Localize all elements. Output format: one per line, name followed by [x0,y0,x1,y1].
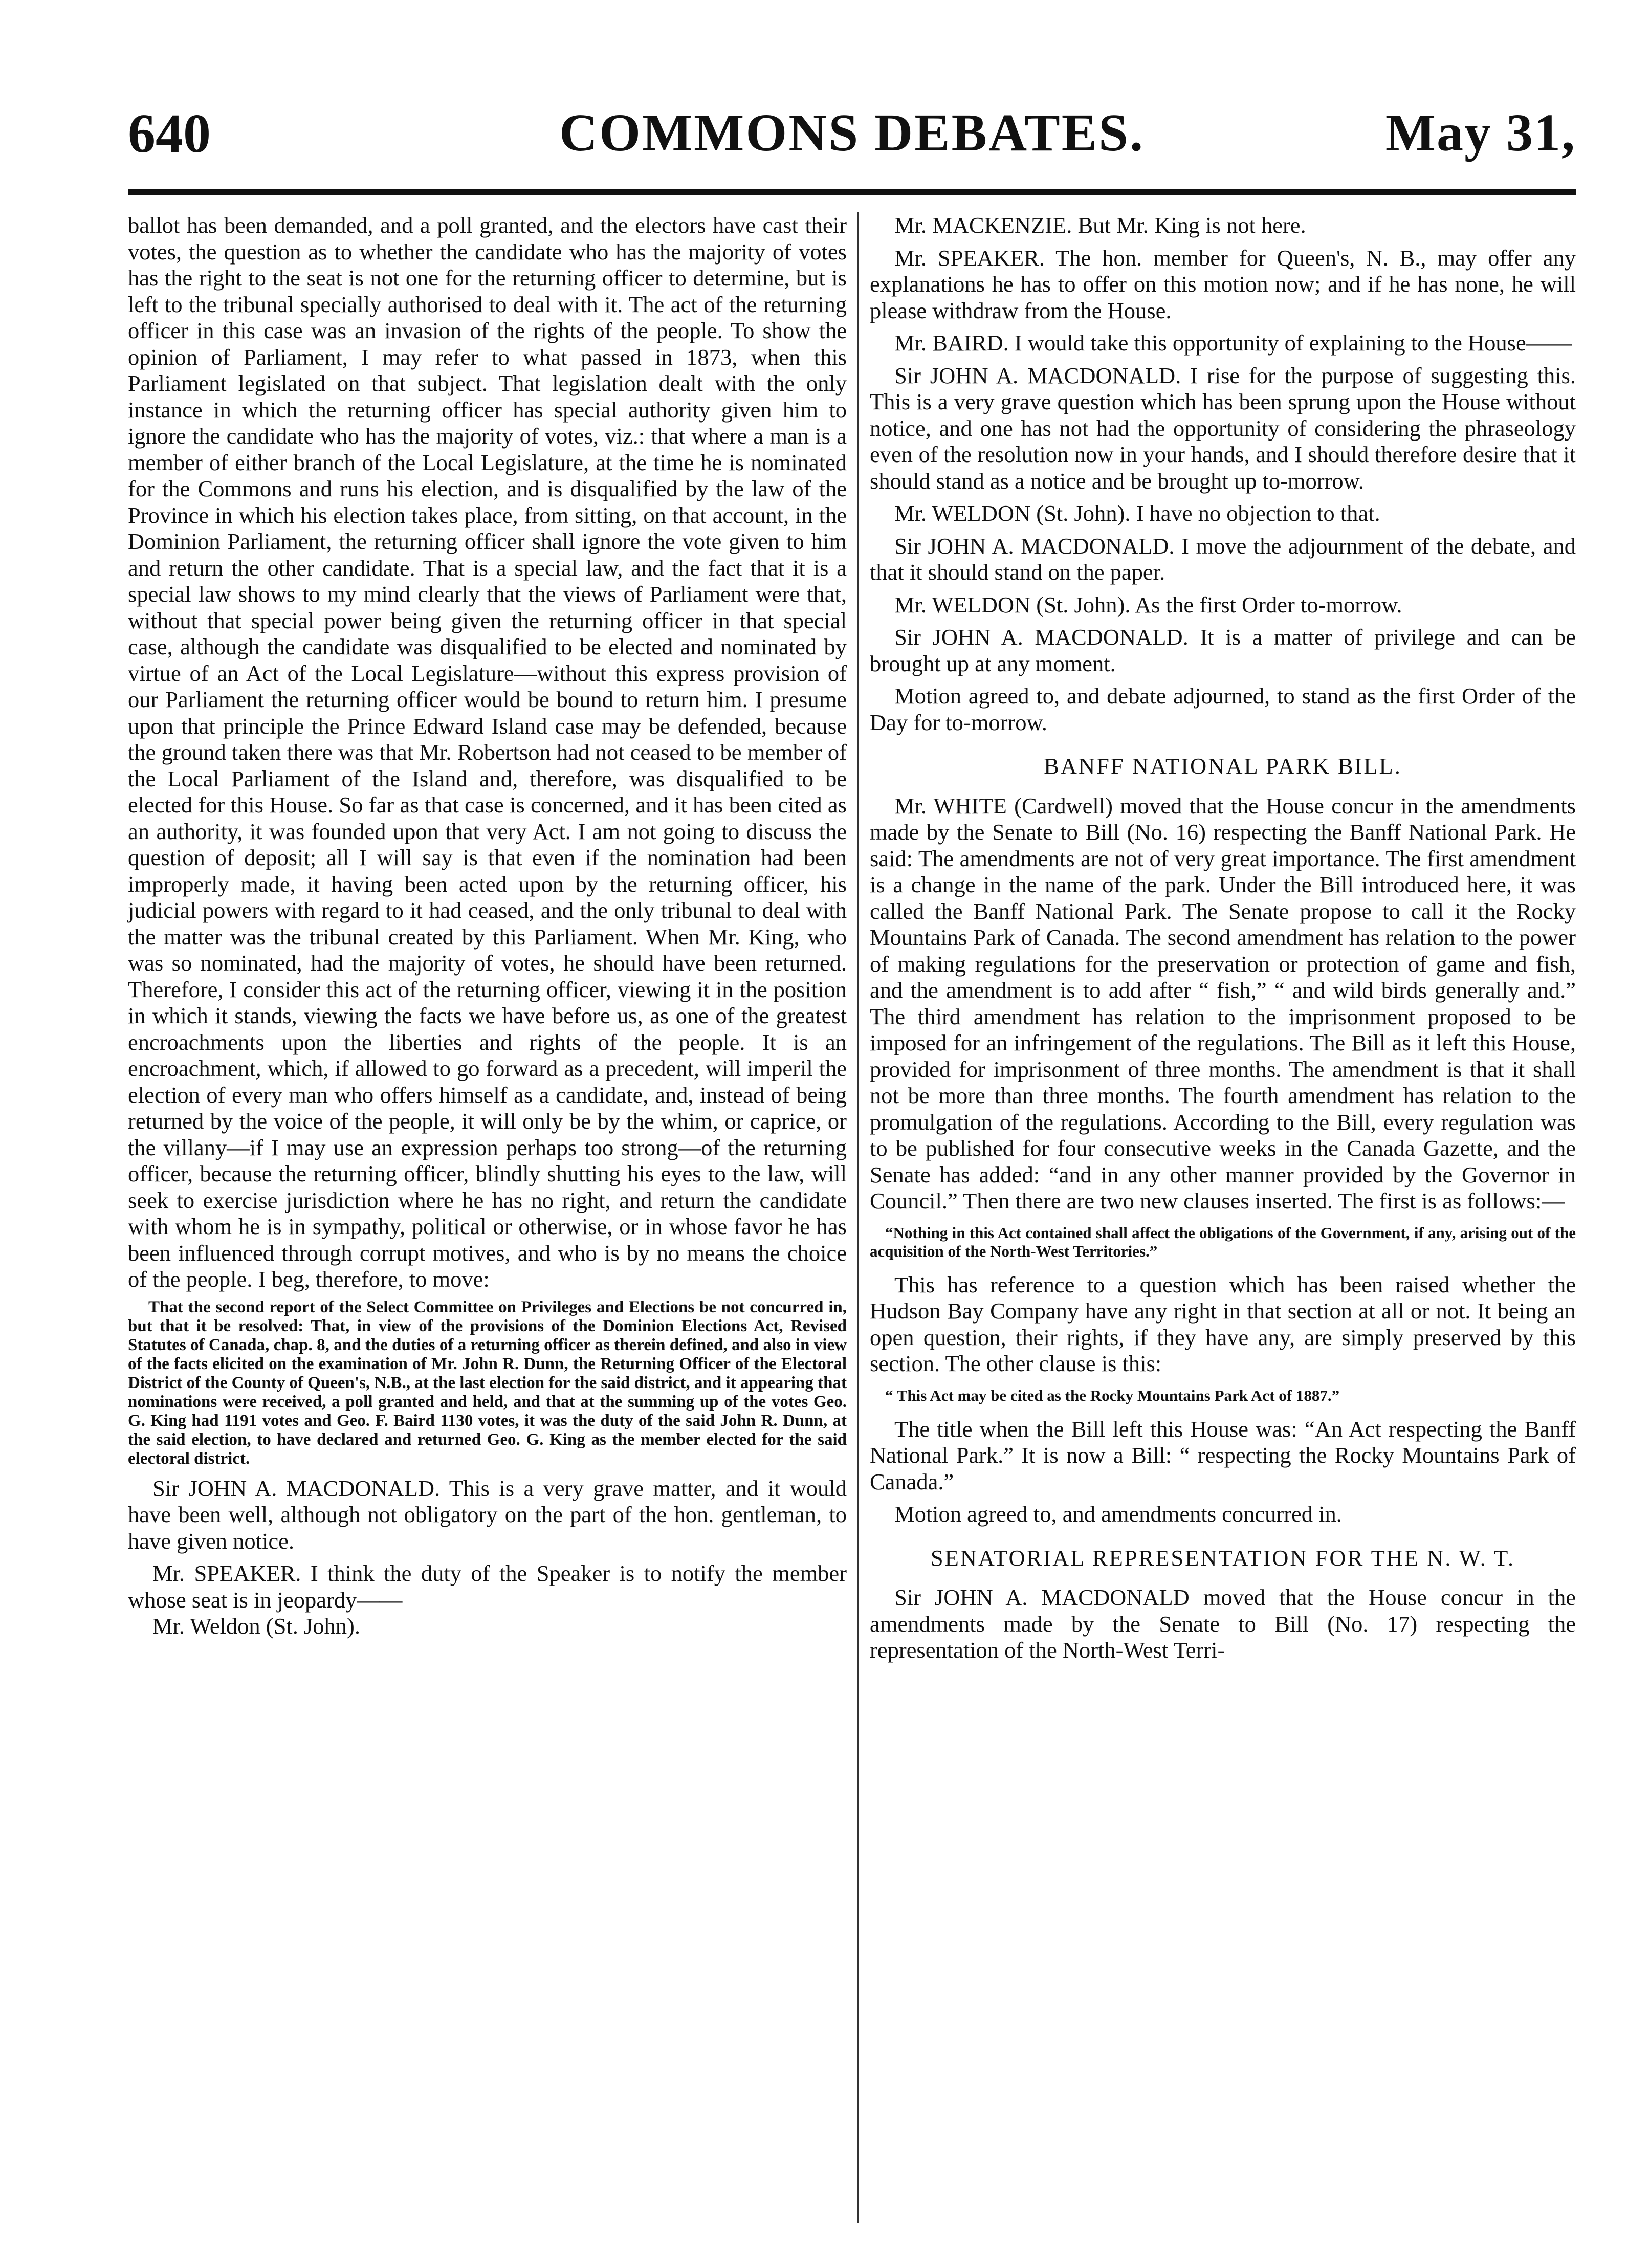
page-header [128,102,1576,179]
right-paragraph-14: Sir JOHN A. MACDONALD moved that the House concur in the amendments made by the Senate to Bill (No. 17) respecting the representation of the North-West Terri- [870,1584,1576,1663]
quote-rocky-mountains: “ This Act may be cited as the Rocky Mountains Park Act of 1887.” [885,1386,1340,1404]
right-paragraph-2: Mr. SPEAKER. The hon. member for Queen's, N. B., may offer any explanations he has to offer on this motion now; and if he has none, he will please withdraw from the House. [870,245,1576,323]
right-paragraph-5: Mr. WELDON (St. John). I have no objection to that. [894,500,1380,526]
right-paragraph-3: Mr. BAIRD. I would take this opportunity of explaining to the House—— [894,330,1572,356]
right-paragraph-13: Motion agreed to, and amendments concurred in. [894,1501,1342,1527]
right-paragraph-7: Mr. WELDON (St. John). As the first Order to-morrow. [894,591,1402,618]
left-paragraph-1: ballot has been demanded, and a poll granted, and the electors have cast their votes, the question as to whether the candidate who has the majority of votes has the right to the seat is not one for the returning officer to determine, but is left to the tribunal specially authorised to deal with it. The act of the returning officer in this case was an invasion of the rights of the people. To show the opinion of Parliament, I may refer to what passed in 1873, when this Parliament legislated on that subject. That legislation dealt with the only instance in which the returning officer has special authority given him to ignore the candidate who has the majority of votes, viz.: that where a man is a member of either branch of the Local Legislature, at the time he is nominated for the Commons and runs his election, and is disqualified by the law of the Province in which his election takes place, from sitting, on that account, in the Dominion Parliament, the returning officer shall ignore the vote given to him and return the other candidate. That is a special law, and the fact that it is a special law shows to my mind clearly that the views of Parliament were that, without that special power being given the returning officer in that special case, although the candidate was disqualified to be elected and nominated by virtue of an Act of the Local Legislature—without this express provision of our Parliament the returning officer would be bound to return him. I presume upon that principle the Prince Edward Island case may be defended, because the ground taken there was that Mr. Robertson had not ceased to be member of the Local Parliament of the Island and, therefore, was disqualified to be elected for this House. So far as that case is concerned, and it has been cited as an authority, it was founded upon that very Act. I am not going to discuss the question of deposit; all I will say is that even if the nomination had been improperly made, it having been acted upon by the returning officer, his judicial powers with regard to it had ceased, and the only tribunal to deal with the matter was the tribunal created by this Parliament. When Mr. King, who was so nominated, had the majority of votes, he should have been returned. Therefore, I consider this act of the returning officer, viewing it in the position in which it stands, viewing the facts we have before us, as one of the greatest encroachments upon the liberties and rights of the people. It is an encroachment, which, if allowed to go forward as a precedent, will imperil the election of every man who offers himself as a candidate, and, instead of being returned by the voice of the people, it will only be by the whim, or caprice, or the villany—if I may use an expression perhaps too strong—of the returning officer, because the returning officer, blindly shutting his eyes to the law, will seek to exercise jurisdiction where he has no right, and return the candidate with whom he is in sympathy, political or otherwise, or in whose favor he has been influenced through corrupt motives, and who is by no means the choice of the people. I beg, therefore, to move: [128,212,847,1292]
quote-north-west: “Nothing in this Act contained shall affect the obligations of the Government, if any, arising out of the acquisition of the North-West Territories.” [870,1223,1576,1260]
page-date: May 31, [1385,103,1576,162]
page-number: 640 [128,103,211,164]
motion-text: That the second report of the Select Committee on Privileges and Elections be not concurred in, but that it be resolved: That, in view of the provisions of the Dominion Elections Act, Revised Statutes of Canada, chap. 8, and the duties of a returning officer as therein defined, and also in view of the facts elicited on the examination of Mr. John R. Dunn, the Returning Officer of the Electoral District of the County of Queen's, N.B., at the last election for the said district, and it appearing that nominations were received, a poll granted and held, and that at the summing up of the votes Geo. G. King had 1191 votes and Geo. F. Baird 1130 votes, it was the duty of the said John R. Dunn, at the said election, to have declared and returned Geo. G. King as the member elected for the said electoral district. [128,1297,847,1468]
running-title: COMMONS DEBATES. [559,103,1145,162]
left-paragraph-4: Mr. Weldon (St. John). [152,1613,360,1639]
right-paragraph-6: Sir JOHN A. MACDONALD. I move the adjournment of the debate, and that it should stand on the paper. [870,533,1576,585]
right-paragraph-10: Mr. WHITE (Cardwell) moved that the House concur in the amendments made by the Senate to Bill (No. 16) respecting the Banff National Park. He said: The amendments are not of very great importance. The first amendment is a change in the name of the park. Under the Bill introduced here, it was called the Banff National Park. The Senate propose to call it the Rocky Mountains Park of Canada. The second amendment has relation to the power of making regulations for the preservation or protection of game and fish, and the amendment is to add after “ fish,” “ and wild birds generally and.” The third amendment has relation to the imprisonment proposed to be imposed for an infringement of the regulations. The Bill as it left this House, provided for imprisonment of three months. The amendment is that it shall not be more than three months. The fourth amendment has relation to the promulgation of the regulations. According to the Bill, every regulation was to be published for four consecutive weeks in the Canada Gazette, and the Senate has added: “and in any other manner provided by the Governor in Council.” Then there are two new clauses inserted. The first is as follows:— [870,792,1576,1214]
right-paragraph-12: The title when the Bill left this House was: “An Act respecting the Banff National Park.” It is now a Bill: “ respecting the Rocky Mountains Park of Canada.” [870,1416,1576,1494]
right-paragraph-4: Sir JOHN A. MACDONALD. I rise for the purpose of suggesting this. This is a very grave question which has been sprung upon the House without notice, and one has not had the opportunity of considering the phraseology even of the resolution now in your hands, and I should therefore desire that it should stand as a notice and be brought up to-morrow. [870,362,1576,494]
left-paragraph-3: Mr. SPEAKER. I think the duty of the Speaker is to notify the member whose seat is in jeopardy—— [128,1560,847,1613]
section-heading-senatorial: SENATORIAL REPRESENTATION FOR THE N. W. T. [930,1545,1515,1571]
right-paragraph-1: Mr. MACKENZIE. But Mr. King is not here. [894,212,1306,238]
right-paragraph-9: Motion agreed to, and debate adjourned, to stand as the first Order of the Day for to-morrow. [870,683,1576,735]
column-divider [857,212,859,2223]
right-paragraph-8: Sir JOHN A. MACDONALD. It is a matter of privilege and can be brought up at any moment. [870,624,1576,676]
left-paragraph-2: Sir JOHN A. MACDONALD. This is a very grave matter, and it would have been well, although not obligatory on the part of the hon. gentleman, to have given notice. [128,1475,847,1554]
right-paragraph-11: This has reference to a question which has been raised whether the Hudson Bay Company have any right in that section at all or not. It being an open question, their rights, if they have any, are simply preserved by this section. The other clause is this: [870,1271,1576,1376]
right-column [870,212,1576,1664]
left-column [128,212,847,1640]
header-rule [128,189,1576,195]
section-heading-banff: BANFF NATIONAL PARK BILL. [1044,753,1402,779]
